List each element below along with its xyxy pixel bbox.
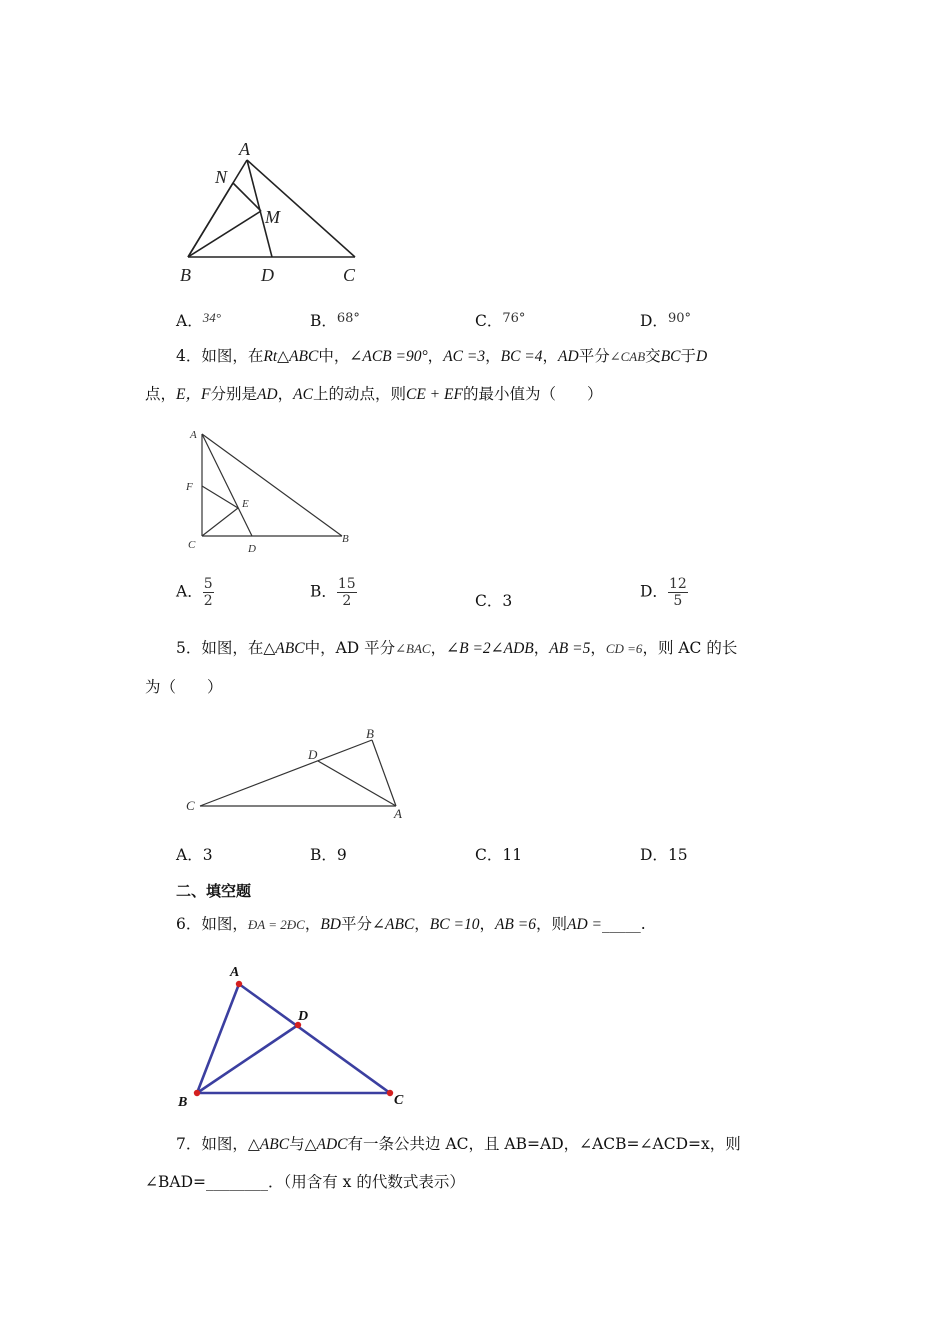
label-d: D xyxy=(248,543,256,555)
fraction: $\frac{5}{2}$ xyxy=(203,576,213,609)
label-d: D xyxy=(298,1009,309,1024)
point-a xyxy=(236,981,242,987)
label-a: A xyxy=(394,806,402,821)
seg-cb xyxy=(200,740,372,806)
figure-q6 xyxy=(170,958,420,1113)
q3-option-d: D．$^{90^\circ}$ xyxy=(640,311,691,330)
label-n: N xyxy=(215,167,228,187)
label-b: B xyxy=(366,726,374,741)
label-f: F xyxy=(186,481,193,493)
seg-bd xyxy=(197,1025,298,1093)
q3-option-b: B．$^{68^\circ}$ xyxy=(310,311,360,330)
figure-q3 xyxy=(175,135,375,290)
q7-line-1: 7．如图，△ABC与△ADC有一条公共边 AC，且 AB=AD，∠ACB=∠ACD=x，则 xyxy=(176,1135,741,1153)
label-a: A xyxy=(239,139,250,159)
q4-option-d: D． $\frac{12}{5}$ xyxy=(640,576,687,609)
q3-option-c: C．$^{76^\circ}$ xyxy=(475,311,526,330)
label-b: B xyxy=(178,1095,188,1110)
q3-option-a: A．$^{34^\circ}$ xyxy=(176,310,221,330)
q6-line: 6．如图，ÐA = 2ÐC，BD平分∠ABC，BC =10，AB =6，则AD =_____. xyxy=(176,915,646,933)
seg-ba xyxy=(372,740,396,806)
label-b: B xyxy=(180,265,191,285)
q4-option-b: B． $\frac{15}{2}$ xyxy=(310,576,356,609)
q7-line-2: ∠BAD=________．（用含有 x 的代数式表示） xyxy=(145,1173,465,1191)
q4-option-c: C．3 xyxy=(475,592,513,610)
label-c: C xyxy=(188,539,196,551)
seg-ce xyxy=(202,508,238,536)
seg-ad xyxy=(202,434,252,536)
q4-option-a: A． $\frac{5}{2}$ xyxy=(176,576,213,609)
label-c: C xyxy=(186,798,195,813)
q4-line-2: 点，E，F分别是AD，AC上的动点，则CE + EF的最小值为（ ） xyxy=(145,385,603,403)
q5-option-d: D．15 xyxy=(640,846,688,864)
label-d: D xyxy=(261,265,274,285)
label-d: D xyxy=(308,747,318,762)
q5-option-a: A．3 xyxy=(176,846,213,864)
label-e: E xyxy=(242,498,249,510)
seg-ac xyxy=(247,160,355,257)
q5-line-1: 5．如图，在△ABC中，AD 平分∠BAC，∠B =2∠ADB，AB =5，CD =6，则 AC 的长 xyxy=(176,639,738,657)
fraction: $\frac{15}{2}$ xyxy=(337,576,356,609)
seg-ac xyxy=(239,984,390,1093)
figure-q4 xyxy=(180,422,360,562)
q4-line-1: 4．如图，在Rt△ABC中，∠ACB =90°，AC =3，BC =4，AD平分∠CAB交BC于D xyxy=(176,347,708,365)
section-heading: 二、填空题 xyxy=(176,882,252,900)
figure-q5 xyxy=(182,722,412,822)
label-a: A xyxy=(190,429,197,441)
seg-bn xyxy=(188,183,233,257)
label-a: A xyxy=(230,965,240,980)
q5-option-c: C．11 xyxy=(475,846,523,864)
label-m: M xyxy=(265,207,280,227)
point-c xyxy=(387,1090,393,1096)
seg-da xyxy=(318,761,396,806)
seg-ab xyxy=(202,434,342,536)
label-c: C xyxy=(343,265,356,285)
q5-option-b: B．9 xyxy=(310,846,347,864)
answer-blank[interactable]: _____ xyxy=(602,915,641,933)
seg-bm xyxy=(188,211,261,257)
label-c: C xyxy=(394,1093,404,1108)
seg-ab xyxy=(197,984,239,1093)
point-b xyxy=(194,1090,200,1096)
fraction: $\frac{12}{5}$ xyxy=(668,576,687,609)
label-b: B xyxy=(342,533,349,545)
q5-line-2: 为（ ） xyxy=(145,678,223,696)
